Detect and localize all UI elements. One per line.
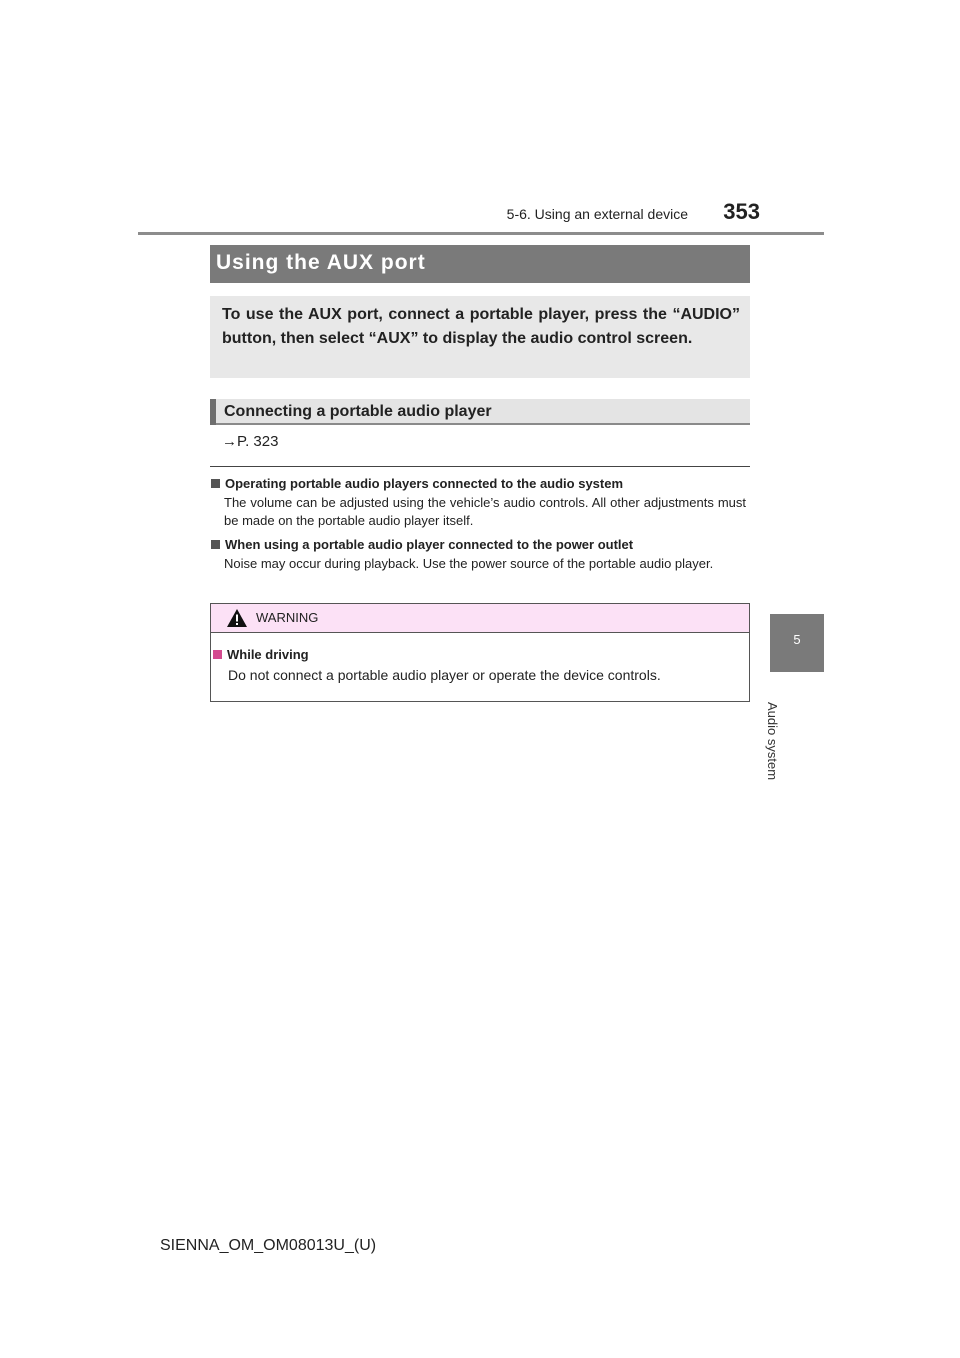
chapter-label: Audio system: [765, 702, 780, 781]
note-heading: [211, 537, 633, 552]
note-heading-text: Operating portable audio players connected to the audio system: [225, 476, 624, 491]
document-code: SIENNA_OM_OM08013U_(U): [160, 1237, 377, 1254]
page-number: 353: [723, 199, 760, 224]
note-body: Noise may occur during playback. Use the power source of the portable audio player.: [224, 556, 714, 571]
warning-heading: [213, 647, 309, 662]
page-title: Using the AUX port: [216, 251, 426, 274]
note-heading-text: When using a portable audio player connected to the power outlet: [225, 537, 634, 552]
note-body: The volume can be adjusted using the vehicle’s audio controls. All other adjustments must be made on the portable audio player itself.: [224, 495, 746, 528]
subheading: Connecting a portable audio player: [224, 403, 492, 420]
chapter-number: 5: [793, 632, 801, 647]
warning-heading-text: While driving: [227, 647, 309, 662]
section-header: 5-6. Using an external device: [506, 206, 688, 222]
warning-triangle-icon: [226, 608, 248, 628]
subheading-accent: [210, 399, 216, 425]
header-rule: [138, 232, 824, 235]
note-heading: [211, 476, 623, 491]
warning-body: Do not connect a portable audio player or operate the device controls.: [228, 667, 661, 683]
section-divider: [210, 466, 750, 467]
intro-text: To use the AUX port, connect a portable player, press the “AUDIO” button, then select “AUX” to display the audio control screen.: [222, 306, 740, 347]
bullet-square-icon: [211, 540, 220, 549]
warning-label: WARNING: [256, 610, 319, 625]
bullet-square-icon: [213, 650, 222, 659]
page-reference-link[interactable]: →P. 323: [222, 433, 279, 450]
bullet-square-icon: [211, 479, 220, 488]
